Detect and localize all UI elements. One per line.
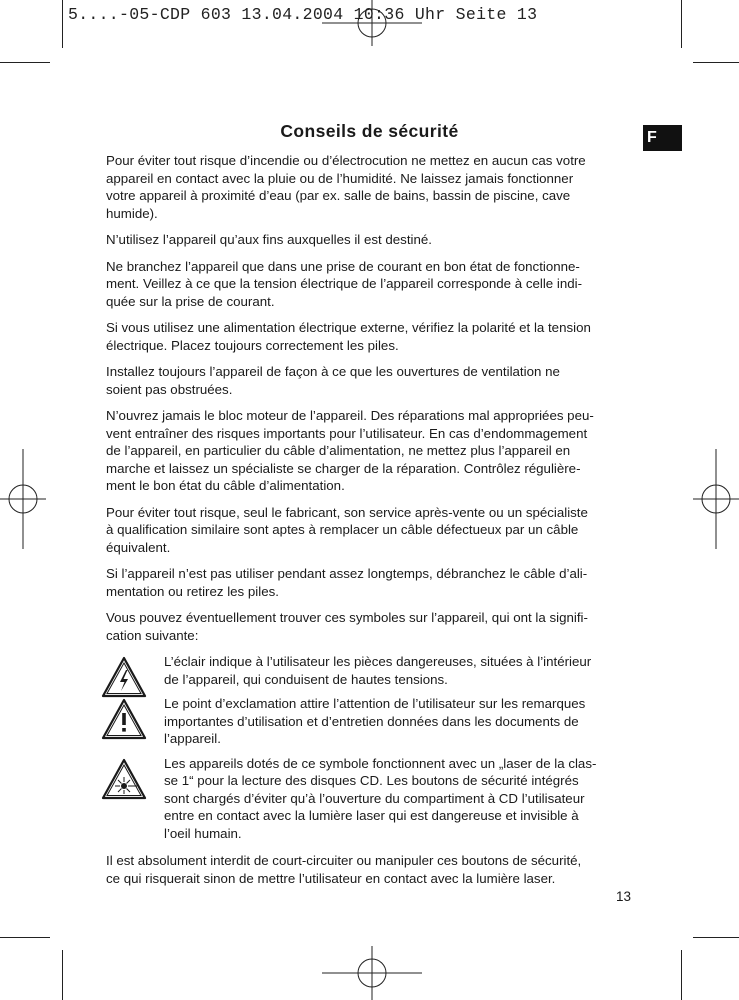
crop-mark bbox=[62, 0, 63, 48]
text-line: Vous pouvez éventuellement trouver ces symboles sur l’appareil, qui ont la signifi- bbox=[106, 610, 588, 625]
text-line: quée sur la prise de courant. bbox=[106, 293, 275, 309]
text-line: de l’appareil, qui conduisent de hautes tensions. bbox=[164, 671, 448, 687]
text-line: Pour éviter tout risque d’incendie ou d’électrocution ne mettez en aucun cas votre bbox=[106, 153, 586, 168]
paragraph-external-power bbox=[106, 319, 630, 354]
text-line: sont chargés d’éviter qu’à l’ouverture du compartiment à CD l’utilisateur bbox=[164, 790, 585, 806]
text-line: soient pas obstruées. bbox=[106, 381, 233, 397]
safety-content bbox=[106, 152, 630, 896]
symbol-laser bbox=[106, 755, 630, 843]
registration-mark-left bbox=[0, 449, 46, 549]
text-line: équivalent. bbox=[106, 539, 171, 555]
page-number: 13 bbox=[616, 889, 632, 904]
text-line: Ne branchez l’appareil que dans une prise de courant en bon état de fonctionne- bbox=[106, 258, 580, 274]
text-line: votre appareil à proximité d’eau (par ex. salle de bains, bassin de piscine, cave bbox=[106, 188, 571, 203]
symbol-lightning bbox=[106, 653, 630, 688]
text-line: l’oeil humain. bbox=[164, 825, 242, 841]
registration-mark-bottom bbox=[322, 946, 422, 1000]
exclamation-warning-icon bbox=[101, 698, 147, 740]
text-line: Installez toujours l’appareil de façon à ce que les ouvertures de ventilation ne bbox=[106, 364, 560, 379]
text-line: appareil en contact avec la pluie ou de l’humidité. Ne laissez jamais fonctionner bbox=[106, 170, 574, 186]
paragraph-closing bbox=[106, 852, 630, 887]
text-line: Les appareils dotés de ce symbole fonctionnent avec un „laser de la clas- bbox=[164, 755, 597, 771]
lightning-warning-icon bbox=[101, 656, 147, 698]
text-line: se 1“ pour la lecture des disques CD. Les boutons de sécurité intégrés bbox=[164, 773, 579, 788]
text-line: Si l’appareil n’est pas utiliser pendant assez longtemps, débranchez le câble d’ali- bbox=[106, 566, 588, 581]
text-line: N’utilisez l’appareil qu’aux fins auxquelles il est destiné. bbox=[106, 232, 432, 247]
text-line: l’appareil. bbox=[164, 731, 221, 746]
text-line: cation suivante: bbox=[106, 627, 199, 643]
text-line: ment. Veillez à ce que la tension électrique de l’appareil corresponde à celle indi- bbox=[106, 276, 583, 291]
text-line: vent entraîner des risques importants pour l’utilisateur. En cas d’endommagement bbox=[106, 425, 588, 441]
text-line: ment le bon état du câble d’alimentation. bbox=[106, 478, 345, 493]
crop-mark bbox=[0, 62, 50, 63]
registration-mark-right bbox=[693, 449, 739, 549]
text-line: importantes d’utilisation et d’entretien données dans les documents de bbox=[164, 713, 579, 729]
text-line: entre en contact avec la lumière laser qui est dangereuse et invisible à bbox=[164, 808, 579, 823]
paragraph-fire-risk bbox=[106, 152, 630, 222]
print-header: 5....-05-CDP 603 13.04.2004 10:36 Uhr Seite 13 bbox=[68, 5, 538, 24]
crop-mark bbox=[693, 937, 739, 938]
laser-warning-icon bbox=[101, 758, 147, 800]
text-line: de l’appareil, en particulier du câble d’alimentation, ne mettez plus l’appareil en bbox=[106, 443, 571, 458]
crop-mark bbox=[0, 937, 50, 938]
text-line: à qualification similaire sont aptes à remplacer un câble défectueux par un câble bbox=[106, 522, 579, 537]
text-line: humide). bbox=[106, 205, 158, 221]
crop-mark bbox=[693, 62, 739, 63]
text-line: ce qui risquerait sinon de mettre l’utilisateur en contact avec la lumière laser. bbox=[106, 870, 556, 886]
paragraph-unplug bbox=[106, 565, 630, 600]
symbol-exclamation bbox=[106, 695, 630, 748]
paragraph-power-outlet bbox=[106, 258, 630, 311]
paragraph-cable-replacement bbox=[106, 504, 630, 557]
paragraph-intended-use bbox=[106, 231, 630, 249]
page-title: Conseils de sécurité bbox=[280, 121, 459, 141]
text-line: Le point d’exclamation attire l’attention de l’utilisateur sur les remarques bbox=[164, 696, 586, 711]
text-line: Il est absolument interdit de court-circuiter ou manipuler ces boutons de sécurité, bbox=[106, 853, 582, 868]
text-line: électrique. Placez toujours correctement les piles. bbox=[106, 337, 399, 353]
text-line: N’ouvrez jamais le bloc moteur de l’appareil. Des réparations mal appropriées peu- bbox=[106, 408, 594, 423]
crop-mark bbox=[62, 950, 63, 1000]
text-line: Pour éviter tout risque, seul le fabricant, son service après-vente ou un spécialiste bbox=[106, 504, 588, 520]
crop-mark bbox=[681, 950, 682, 1000]
language-tab: F bbox=[643, 125, 682, 151]
crop-mark bbox=[681, 0, 682, 48]
text-line: Si vous utilisez une alimentation électrique externe, vérifiez la polarité et la tension bbox=[106, 320, 591, 335]
text-line: mentation ou retirez les piles. bbox=[106, 583, 279, 599]
registration-mark-top bbox=[322, 0, 422, 46]
text-line: marche et laissez un spécialiste se charger de la réparation. Contrôlez régulière- bbox=[106, 460, 581, 476]
paragraph-ventilation bbox=[106, 363, 630, 398]
text-line: L’éclair indique à l’utilisateur les pièces dangereuses, situées à l’intérieur bbox=[164, 654, 592, 669]
paragraph-symbols-intro bbox=[106, 609, 630, 644]
paragraph-repairs bbox=[106, 407, 630, 495]
